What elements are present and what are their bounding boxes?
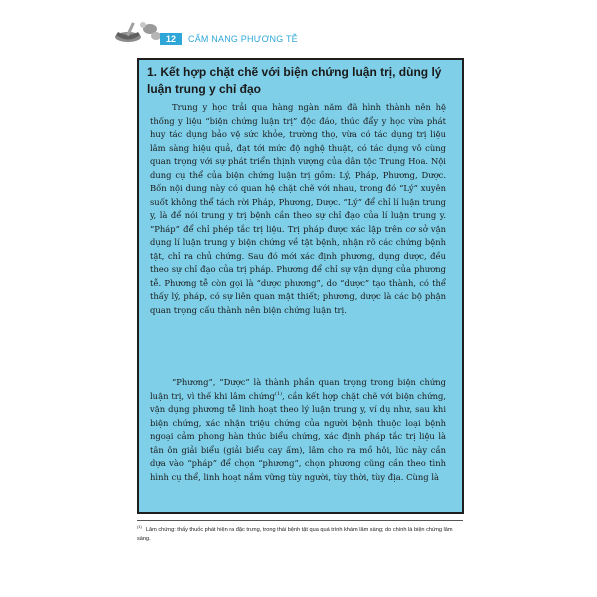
body-paragraph-1: Trung y học trải qua hàng ngàn năm đã hình thành nên hệ thống y liệu “biện chứng luận trị” độc đáo, thúc đẩy y học vừa phát huy tác dụng bảo vệ sức khỏe, trường thọ, vừa có tác dụng trị liệu lâm sàng hiệu quả, đạt tới mức độ nghệ thuật, có tác dụng vô cùng quan trọng với sự phát triển thịnh vượng của dân tộc Trung Hoa. Nội dung cụ thể của biện chứng luận trị gồm: Lý, Pháp, Phương, Dược. Bốn nội dung này có quan hệ chặt chẽ với nhau, trong đó “Lý” xuyên suốt không thể tách rời Pháp, Phương, Dược. “Lý” để chỉ lí luận trung y, là để nói trung y trị bệnh cần theo sự chỉ đạo của lí luận trung y. “Pháp” để chỉ phép tắc trị liệu. Trị pháp được xác lập trên cơ sở vận dụng lí luận trung y biện chứng về tật bệnh, nhận rõ các chứng bệnh tật, chỉ ra chủ chứng. Sau đó mới xác định phương, dụng dược, đều theo sự chỉ đạo của trị pháp. Phương để chỉ sự vận dụng của phương tễ. Phương tễ còn gọi là “dược phương”, do “dược” tạo thành, có thể thấy lý, pháp, có sự liên quan mật thiết; phương, dược là các bộ phận quan trọng cấu thành nên biện chứng luận trị. xyxy=(150,102,446,315)
footnote-reference: (1) xyxy=(275,390,283,397)
footnote-text: Lâm chứng: thấy thuốc phát hiện ra đặc trưng, trong thái bệnh tật qua quá trình khám lâm sàng; do chính là biện chứng lâm sàng. xyxy=(137,526,453,542)
body-paragraph-2 xyxy=(150,376,446,484)
footnote xyxy=(137,522,457,544)
running-header xyxy=(160,33,460,45)
paragraph-2-text-before: “Phương”, “Dược” là thành phần quan trọng trong biện chứng luận trị, vì thế khi lâm chứng xyxy=(150,377,446,401)
paragraph-2-text-after: , cần kết hợp chặt chẽ với biện chứng, vận dụng phương tễ linh hoạt theo lý luận trung y, ví dụ như, sau khi biện chứng, xác nhận triệu chứng của người bệnh thuộc loại bệnh ngoại cảm phong hàn thúc biểu chứng, xác định pháp tắc trị liệu là tân ôn giải biểu (giải biểu cay ấm), lâm cho ra mồ hôi, lúc này cần dựa vào “pháp” để chọn “phương”, chọn phương cũng cần theo tình hình cụ thể, linh hoạt nắm vững tùy người, tùy thời, tùy địa. Cùng là xyxy=(150,390,446,482)
footnote-divider xyxy=(137,520,463,521)
section-heading: 1. Kết hợp chặt chẽ với biện chứng luận trị, dùng lý luận trung y chỉ đạo xyxy=(147,65,442,96)
mortar-and-herbs-icon xyxy=(112,20,162,44)
footnote-marker: (1) xyxy=(137,524,142,529)
book-title: CẨM NANG PHƯƠNG TỄ xyxy=(188,34,298,44)
page-number: 12 xyxy=(160,33,182,45)
